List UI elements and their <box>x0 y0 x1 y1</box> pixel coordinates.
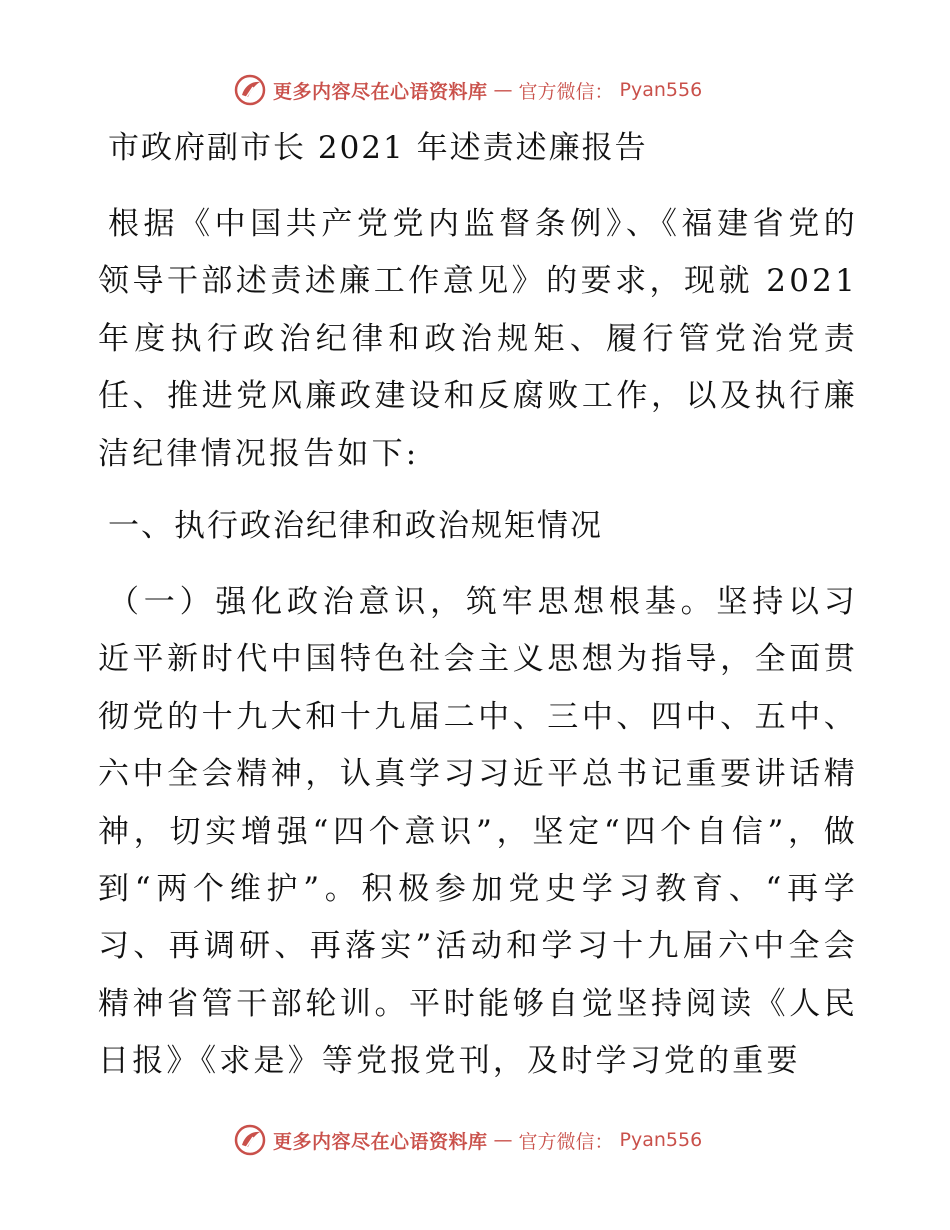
watermark-logo-icon <box>233 73 267 107</box>
watermark-wechat-id: Pyan556 <box>619 79 703 101</box>
section-heading-1: 一、执行政治纪律和政治规矩情况 <box>108 508 603 544</box>
paragraph-section-1-1: （一）强化政治意识，筑牢思想根基。坚持以习近平新时代中国特色社会主义思想为指导，全面贯彻党的十九大和十九届二中、三中、四中、五中、六中全会精神，认真学习习近平总书记重要讲话精神，切实增强“四个意识”，坚定“四个自信”，做到“两个维护”。积极参加党史学习教育、“再学习、再调研、再落实”活动和学习十九届六中全会精神省管干部轮训。平时能够自觉坚持阅读《人民日报》《求是》等党报党刊，及时学习党的重要 <box>98 584 858 1080</box>
watermark-dash: — <box>493 1129 513 1151</box>
watermark-site-text: 更多内容尽在心语资料库 <box>273 80 488 103</box>
watermark-wechat-id: Pyan556 <box>619 1129 703 1151</box>
watermark-header <box>233 70 702 110</box>
watermark-dash: — <box>493 79 513 101</box>
document-title: 市政府副市长 2021 年述责述廉报告 <box>108 130 648 166</box>
watermark-wechat-label: 官方微信： <box>518 1130 614 1153</box>
watermark-site-text: 更多内容尽在心语资料库 <box>273 1130 488 1153</box>
watermark-logo-icon <box>233 1123 267 1157</box>
watermark-footer <box>233 1120 702 1160</box>
watermark-wechat-label: 官方微信： <box>518 80 614 103</box>
paragraph-intro: 根据《中国共产党党内监督条例》、《福建省党的领导干部述责述廉工作意见》的要求，现就 2021 年度执行政治纪律和政治规矩、履行管党治党责任、推进党风廉政建设和反腐败工作，以及执行廉洁纪律情况报告如下: <box>98 206 858 472</box>
